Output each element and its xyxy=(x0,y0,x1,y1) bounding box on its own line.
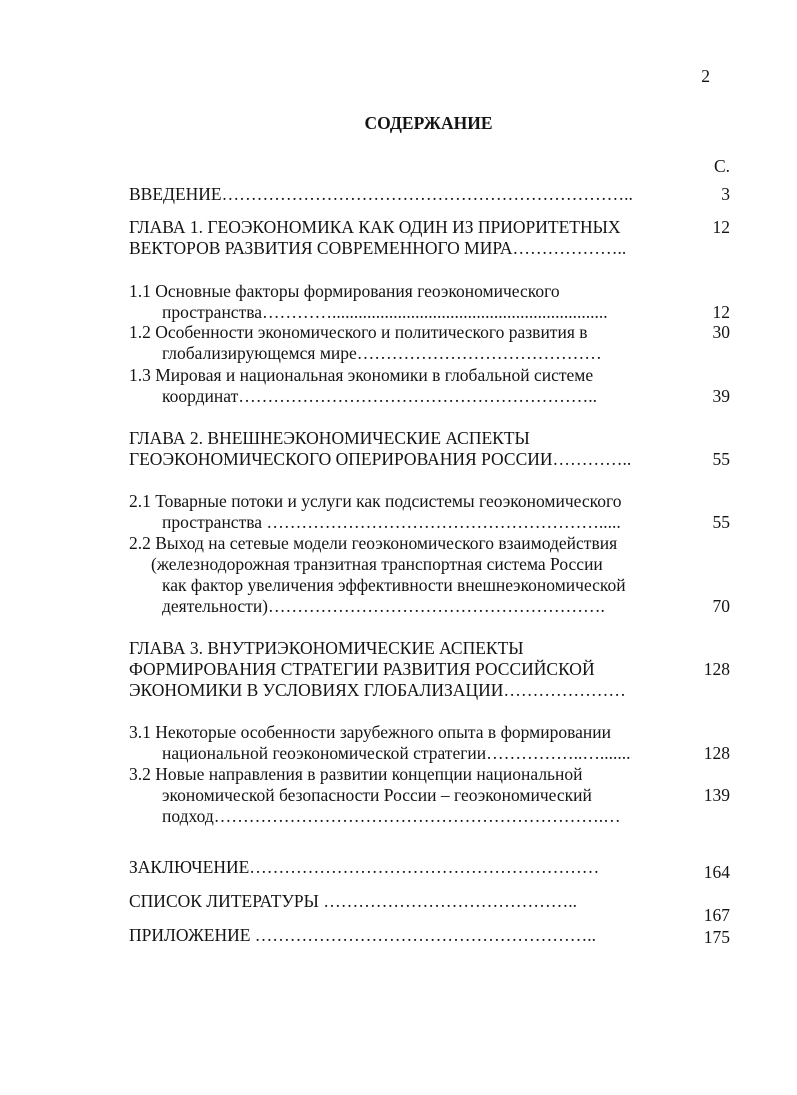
toc-s2-2-line4: деятельности)…………………………………………………. xyxy=(162,596,605,616)
toc-intro-text: ВВЕДЕНИЕ…………………………………………………………….. xyxy=(129,184,633,204)
toc-intro-page: 3 xyxy=(721,184,730,204)
toc-references-text: СПИСОК ЛИТЕРАТУРЫ …………………………………….. xyxy=(129,891,577,911)
toc-conclusion-page: 164 xyxy=(703,862,730,882)
toc-s1-2-page: 30 xyxy=(712,322,730,342)
toc-s1-3-page: 39 xyxy=(712,386,730,406)
toc-s1-1-page: 12 xyxy=(712,302,730,322)
toc-ch2-page: 55 xyxy=(712,449,730,469)
toc-ch3-line3: ЭКОНОМИКИ В УСЛОВИЯХ ГЛОБАЛИЗАЦИИ………………… xyxy=(129,680,626,700)
toc-s2-2-line2: (железнодорожная транзитная транспортная система России xyxy=(151,554,603,574)
page-number: 2 xyxy=(701,66,710,86)
toc-s1-3-line1: 1.3 Мировая и национальная экономики в глобальной системе xyxy=(129,365,594,385)
toc-s3-2-line1: 3.2 Новые направления в развитии концепции национальной xyxy=(129,764,583,784)
toc-ch2-line1: ГЛАВА 2. ВНЕШНЕЭКОНОМИЧЕСКИЕ АСПЕКТЫ xyxy=(129,428,530,448)
toc-ch3-line1: ГЛАВА 3. ВНУТРИЭКОНОМИЧЕСКИЕ АСПЕКТЫ xyxy=(129,638,524,658)
page-title: СОДЕРЖАНИЕ xyxy=(364,113,493,133)
toc-s1-3-line2: координат…………………………………………………….. xyxy=(162,386,597,406)
toc-s2-1-page: 55 xyxy=(712,512,730,532)
toc-s1-2-line1: 1.2 Особенности экономического и политического развития в xyxy=(129,322,588,342)
toc-s3-2-page: 139 xyxy=(703,785,730,805)
toc-appendix-text: ПРИЛОЖЕНИЕ ………………………………………………….. xyxy=(129,925,597,945)
toc-s1-1-line2: пространства…………............................................................... xyxy=(162,302,608,322)
toc-ch1-line2: ВЕКТОРОВ РАЗВИТИЯ СОВРЕМЕННОГО МИРА……………….. xyxy=(129,238,627,258)
toc-s3-2-line2: экономической безопасности России – геоэкономический xyxy=(162,785,592,805)
toc-s1-2-line2: глобализирующемся мире…………………………………… xyxy=(162,343,602,363)
toc-s2-1-line2: пространства …………………………………………………..... xyxy=(162,512,621,532)
toc-s3-1-line2: национальной геоэкономической стратегии……………..…....... xyxy=(162,743,631,763)
toc-s3-2-line3: подход………………………………………………………….… xyxy=(162,806,621,826)
toc-s2-2-line1: 2.2 Выход на сетевые модели геоэкономического взаимодействия xyxy=(129,533,618,553)
toc-conclusion-text: ЗАКЛЮЧЕНИЕ…………………………………………………… xyxy=(129,857,600,877)
toc-s2-2-line3: как фактор увеличения эффективности внешнеэкономической xyxy=(162,575,626,595)
toc-ch1-page: 12 xyxy=(712,217,730,237)
toc-s1-1-line1: 1.1 Основные факторы формирования геоэкономического xyxy=(129,281,560,301)
toc-ch3-page: 128 xyxy=(703,659,730,679)
toc-s3-1-page: 128 xyxy=(703,743,730,763)
toc-appendix-page: 175 xyxy=(703,927,730,947)
toc-ch3-line2: ФОРМИРОВАНИЯ СТРАТЕГИИ РАЗВИТИЯ РОССИЙСКОЙ xyxy=(129,659,595,679)
toc-s2-2-page: 70 xyxy=(712,596,730,616)
toc-s3-1-line1: 3.1 Некоторые особенности зарубежного опыта в формировании xyxy=(129,722,611,742)
toc-references-page: 167 xyxy=(703,905,730,925)
toc-ch2-line2: ГЕОЭКОНОМИЧЕСКОГО ОПЕРИРОВАНИЯ РОССИИ………….. xyxy=(129,449,632,469)
toc-s2-1-line1: 2.1 Товарные потоки и услуги как подсистемы геоэкономического xyxy=(129,491,622,511)
page-column-label: С. xyxy=(713,156,730,176)
toc-ch1-line1: ГЛАВА 1. ГЕОЭКОНОМИКА КАК ОДИН ИЗ ПРИОРИТЕТНЫХ xyxy=(129,217,621,237)
